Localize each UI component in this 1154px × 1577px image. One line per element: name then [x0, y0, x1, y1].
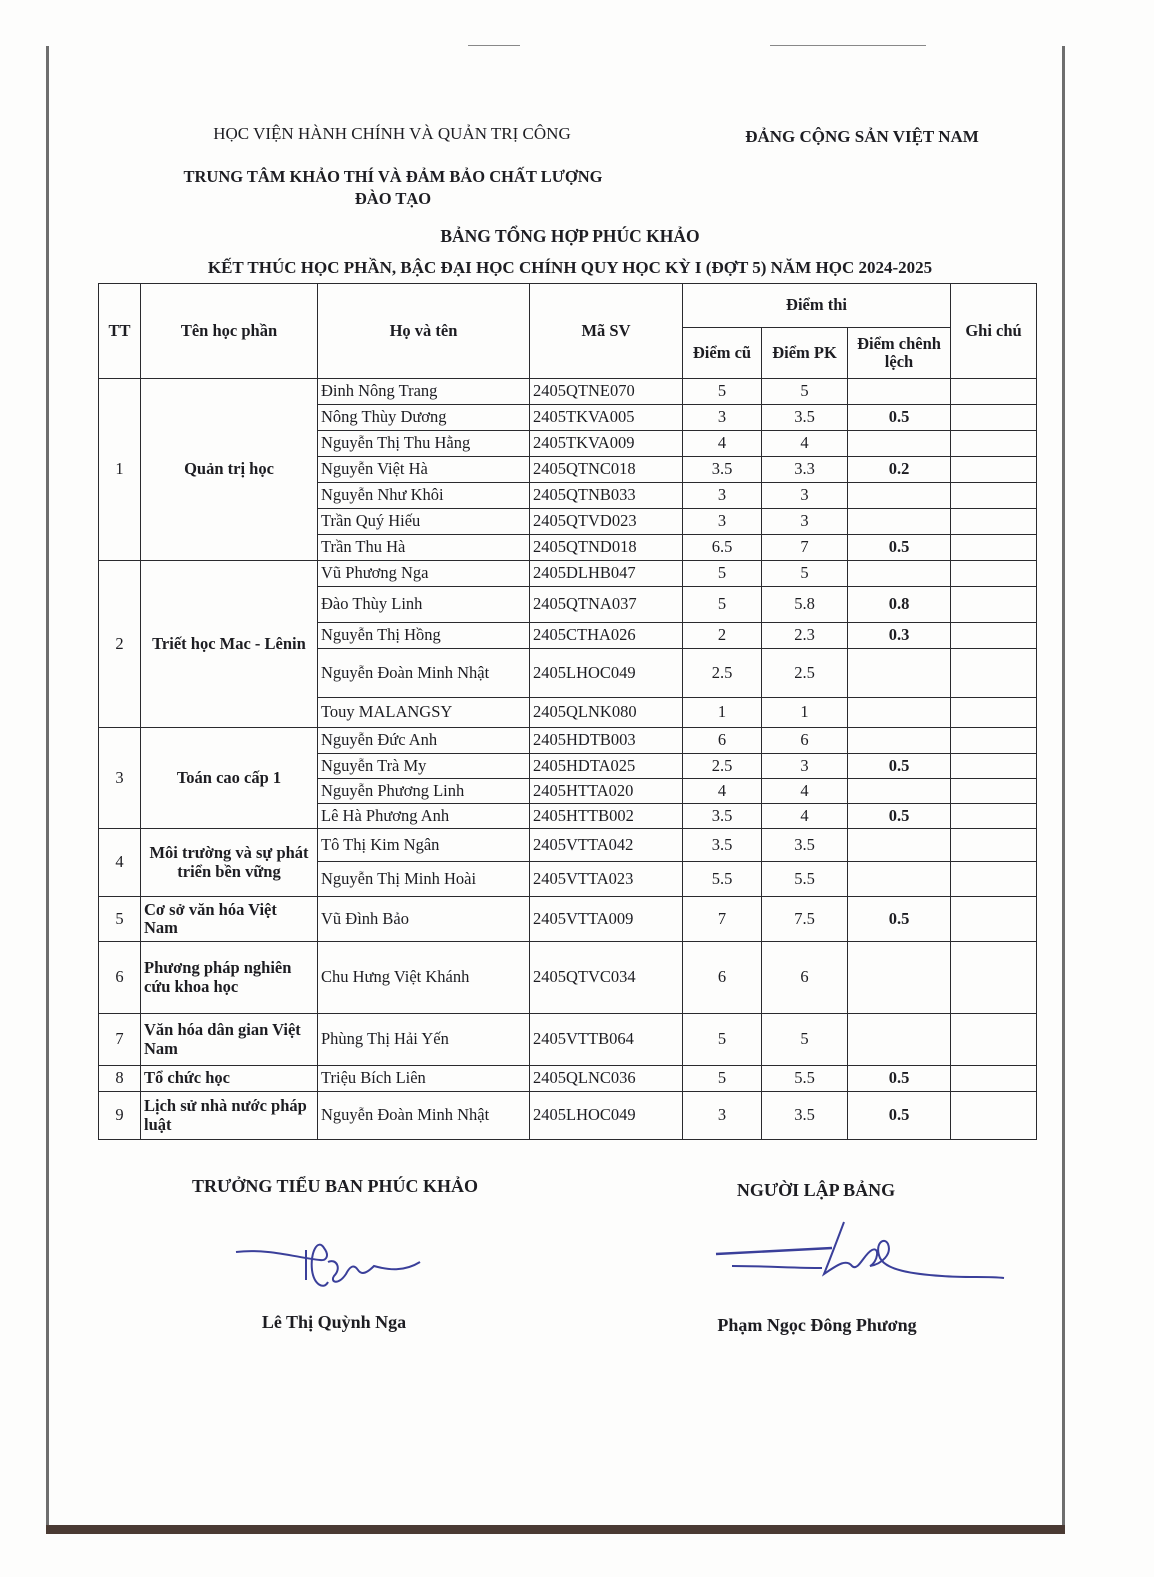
row-student-id: 2405VTTA009 [530, 897, 683, 942]
row-student-name: Nguyễn Thị Hồng [318, 623, 530, 649]
row-note [951, 698, 1037, 728]
row-student-name: Tô Thị Kim Ngân [318, 829, 530, 862]
left-signer-name: Lê Thị Quỳnh Nga [261, 1312, 407, 1332]
row-old-score: 7 [683, 897, 762, 942]
row-note [951, 754, 1037, 779]
paper-edge-left [46, 46, 49, 1534]
row-review-score: 3 [762, 509, 848, 535]
row-old-score: 5 [683, 1014, 762, 1066]
top-rule-left [468, 45, 520, 46]
row-student-id: 2405QTVC034 [530, 942, 683, 1014]
row-course: Tổ chức học [141, 1066, 318, 1092]
row-student-id: 2405HDTB003 [530, 728, 683, 754]
row-student-id: 2405LHOC049 [530, 1092, 683, 1140]
header-old-score: Điểm cũ [683, 328, 762, 379]
row-old-score: 3.5 [683, 457, 762, 483]
table-row [99, 942, 1037, 1014]
center-name-line2: ĐÀO TẠO [354, 189, 432, 208]
row-difference [848, 779, 951, 804]
row-student-id: 2405HTTA020 [530, 779, 683, 804]
row-tt: 4 [99, 829, 141, 897]
row-student-name: Nguyễn Như Khôi [318, 483, 530, 509]
row-student-name: Lê Hà Phương Anh [318, 804, 530, 829]
row-difference [848, 728, 951, 754]
row-difference [848, 379, 951, 405]
row-difference [848, 862, 951, 897]
row-student-name: Phùng Thị Hải Yến [318, 1014, 530, 1066]
row-difference [848, 561, 951, 587]
row-review-score: 3.5 [762, 405, 848, 431]
row-note [951, 483, 1037, 509]
row-course: Toán cao cấp 1 [141, 728, 318, 829]
row-student-name: Chu Hưng Việt Khánh [318, 942, 530, 1014]
row-tt: 5 [99, 897, 141, 942]
row-old-score: 3 [683, 483, 762, 509]
row-note [951, 457, 1037, 483]
paper-edge-bottom [46, 1525, 1065, 1534]
table-body [99, 379, 1037, 1140]
row-old-score: 5 [683, 561, 762, 587]
row-tt: 6 [99, 942, 141, 1014]
row-difference [848, 509, 951, 535]
row-note [951, 587, 1037, 623]
table-row [99, 1066, 1037, 1092]
header-score-group: Điểm thi [683, 284, 951, 328]
row-student-name: Nguyễn Trà My [318, 754, 530, 779]
table-row [99, 1014, 1037, 1066]
row-review-score: 3 [762, 483, 848, 509]
row-student-id: 2405QTNB033 [530, 483, 683, 509]
row-tt: 2 [99, 561, 141, 728]
row-student-id: 2405VTTA042 [530, 829, 683, 862]
row-note [951, 561, 1037, 587]
row-review-score: 3 [762, 754, 848, 779]
row-review-score: 7 [762, 535, 848, 561]
row-difference [848, 431, 951, 457]
row-note [951, 862, 1037, 897]
row-student-name: Nguyễn Đoàn Minh Nhật [318, 1092, 530, 1140]
row-difference: 0.5 [848, 1066, 951, 1092]
row-student-name: Vũ Phương Nga [318, 561, 530, 587]
row-course: Quản trị học [141, 379, 318, 561]
row-difference: 0.2 [848, 457, 951, 483]
top-rule-right [770, 45, 926, 46]
row-tt: 3 [99, 728, 141, 829]
row-review-score: 6 [762, 728, 848, 754]
row-student-name: Nguyễn Thị Minh Hoài [318, 862, 530, 897]
table-row [99, 728, 1037, 754]
row-review-score: 5 [762, 561, 848, 587]
header-review-score: Điểm PK [762, 328, 848, 379]
row-student-name: Trần Thu Hà [318, 535, 530, 561]
row-student-id: 2405TKVA005 [530, 405, 683, 431]
row-review-score: 7.5 [762, 897, 848, 942]
row-note [951, 942, 1037, 1014]
row-note [951, 535, 1037, 561]
row-old-score: 5 [683, 1066, 762, 1092]
row-old-score: 5 [683, 379, 762, 405]
row-old-score: 3.5 [683, 804, 762, 829]
row-note [951, 431, 1037, 457]
row-review-score: 4 [762, 804, 848, 829]
table-row [99, 379, 1037, 405]
paper-edge-right [1062, 46, 1065, 1534]
row-student-id: 2405QTNA037 [530, 587, 683, 623]
row-difference: 0.5 [848, 754, 951, 779]
row-student-name: Triệu Bích Liên [318, 1066, 530, 1092]
row-review-score: 5 [762, 379, 848, 405]
right-signer-name: Phạm Ngọc Đông Phương [717, 1315, 917, 1335]
institution-name: HỌC VIỆN HÀNH CHÍNH VÀ QUẢN TRỊ CÔNG [213, 124, 571, 143]
row-review-score: 3.5 [762, 1092, 848, 1140]
row-note [951, 623, 1037, 649]
header-tt: TT [99, 284, 141, 379]
row-tt: 1 [99, 379, 141, 561]
row-note [951, 804, 1037, 829]
row-student-name: Touy MALANGSY [318, 698, 530, 728]
row-old-score: 4 [683, 431, 762, 457]
party-name: ĐẢNG CỘNG SẢN VIỆT NAM [745, 127, 979, 146]
row-old-score: 5 [683, 587, 762, 623]
table-row [99, 561, 1037, 587]
row-review-score: 1 [762, 698, 848, 728]
row-course: Lịch sử nhà nước pháp luật [141, 1092, 318, 1140]
table-row [99, 1092, 1037, 1140]
row-review-score: 4 [762, 779, 848, 804]
row-student-name: Nguyễn Thị Thu Hằng [318, 431, 530, 457]
row-old-score: 5.5 [683, 862, 762, 897]
row-difference [848, 649, 951, 698]
row-tt: 8 [99, 1066, 141, 1092]
row-review-score: 3.5 [762, 829, 848, 862]
row-difference: 0.8 [848, 587, 951, 623]
row-note [951, 509, 1037, 535]
right-signature [712, 1214, 1007, 1294]
row-difference: 0.5 [848, 1092, 951, 1140]
row-student-name: Nông Thùy Dương [318, 405, 530, 431]
row-old-score: 6 [683, 728, 762, 754]
row-old-score: 3.5 [683, 829, 762, 862]
left-signature [228, 1230, 428, 1300]
row-note [951, 728, 1037, 754]
row-course: Phương pháp nghiên cứu khoa học [141, 942, 318, 1014]
row-student-name: Vũ Đình Bảo [318, 897, 530, 942]
row-review-score: 5.8 [762, 587, 848, 623]
row-note [951, 1092, 1037, 1140]
row-note [951, 897, 1037, 942]
document-title: BẢNG TỔNG HỢP PHÚC KHẢO [440, 226, 700, 246]
row-student-id: 2405QLNK080 [530, 698, 683, 728]
header-note: Ghi chú [951, 284, 1037, 379]
header-course: Tên học phần [141, 284, 318, 379]
row-review-score: 2.3 [762, 623, 848, 649]
row-course: Cơ sở văn hóa Việt Nam [141, 897, 318, 942]
row-student-name: Nguyễn Phương Linh [318, 779, 530, 804]
row-difference: 0.3 [848, 623, 951, 649]
row-course: Văn hóa dân gian Việt Nam [141, 1014, 318, 1066]
table-row [99, 897, 1037, 942]
table-row [99, 829, 1037, 862]
row-student-name: Nguyễn Việt Hà [318, 457, 530, 483]
header-difference: Điểm chênh lệch [848, 328, 951, 379]
row-student-id: 2405QTND018 [530, 535, 683, 561]
left-signer-title: TRƯỞNG TIỂU BAN PHÚC KHẢO [191, 1176, 479, 1196]
row-review-score: 5.5 [762, 862, 848, 897]
row-old-score: 3 [683, 1092, 762, 1140]
row-review-score: 2.5 [762, 649, 848, 698]
row-note [951, 405, 1037, 431]
row-old-score: 4 [683, 779, 762, 804]
row-old-score: 1 [683, 698, 762, 728]
row-difference: 0.5 [848, 405, 951, 431]
row-student-id: 2405DLHB047 [530, 561, 683, 587]
review-results-table [98, 283, 1037, 1140]
row-difference: 0.5 [848, 535, 951, 561]
header-student-id: Mã SV [530, 284, 683, 379]
row-review-score: 5.5 [762, 1066, 848, 1092]
row-old-score: 3 [683, 509, 762, 535]
row-course: Triết học Mac - Lênin [141, 561, 318, 728]
row-student-id: 2405HDTA025 [530, 754, 683, 779]
row-student-name: Trần Quý Hiếu [318, 509, 530, 535]
row-course: Môi trường và sự phát triển bền vững [141, 829, 318, 897]
row-difference [848, 829, 951, 862]
row-student-name: Nguyễn Đức Anh [318, 728, 530, 754]
center-name [153, 166, 633, 210]
row-note [951, 379, 1037, 405]
row-difference [848, 698, 951, 728]
row-tt: 7 [99, 1014, 141, 1066]
row-student-id: 2405QTVD023 [530, 509, 683, 535]
row-review-score: 6 [762, 942, 848, 1014]
row-difference: 0.5 [848, 897, 951, 942]
center-name-line1: TRUNG TÂM KHẢO THÍ VÀ ĐẢM BẢO CHẤT LƯỢNG [183, 167, 603, 186]
row-student-name: Nguyễn Đoàn Minh Nhật [318, 649, 530, 698]
row-note [951, 779, 1037, 804]
row-student-id: 2405LHOC049 [530, 649, 683, 698]
row-old-score: 2.5 [683, 754, 762, 779]
document-subtitle: KẾT THÚC HỌC PHẦN, BẬC ĐẠI HỌC CHÍNH QUY HỌC KỲ I (ĐỢT 5) NĂM HỌC 2024-2025 [207, 258, 933, 277]
row-old-score: 3 [683, 405, 762, 431]
row-note [951, 1014, 1037, 1066]
row-note [951, 1066, 1037, 1092]
row-old-score: 2 [683, 623, 762, 649]
row-old-score: 6.5 [683, 535, 762, 561]
row-old-score: 2.5 [683, 649, 762, 698]
row-difference: 0.5 [848, 804, 951, 829]
row-review-score: 4 [762, 431, 848, 457]
row-review-score: 5 [762, 1014, 848, 1066]
row-note [951, 829, 1037, 862]
row-difference [848, 1014, 951, 1066]
row-review-score: 3.3 [762, 457, 848, 483]
row-student-id: 2405VTTA023 [530, 862, 683, 897]
row-student-name: Đinh Nông Trang [318, 379, 530, 405]
row-student-id: 2405VTTB064 [530, 1014, 683, 1066]
row-tt: 9 [99, 1092, 141, 1140]
row-student-id: 2405CTHA026 [530, 623, 683, 649]
row-old-score: 6 [683, 942, 762, 1014]
row-difference [848, 483, 951, 509]
row-student-id: 2405HTTB002 [530, 804, 683, 829]
row-student-id: 2405QTNC018 [530, 457, 683, 483]
row-difference [848, 942, 951, 1014]
row-note [951, 649, 1037, 698]
right-signer-title: NGƯỜI LẬP BẢNG [736, 1180, 896, 1200]
header-name: Họ và tên [318, 284, 530, 379]
row-student-id: 2405QTNE070 [530, 379, 683, 405]
row-student-id: 2405QLNC036 [530, 1066, 683, 1092]
row-student-id: 2405TKVA009 [530, 431, 683, 457]
row-student-name: Đào Thùy Linh [318, 587, 530, 623]
